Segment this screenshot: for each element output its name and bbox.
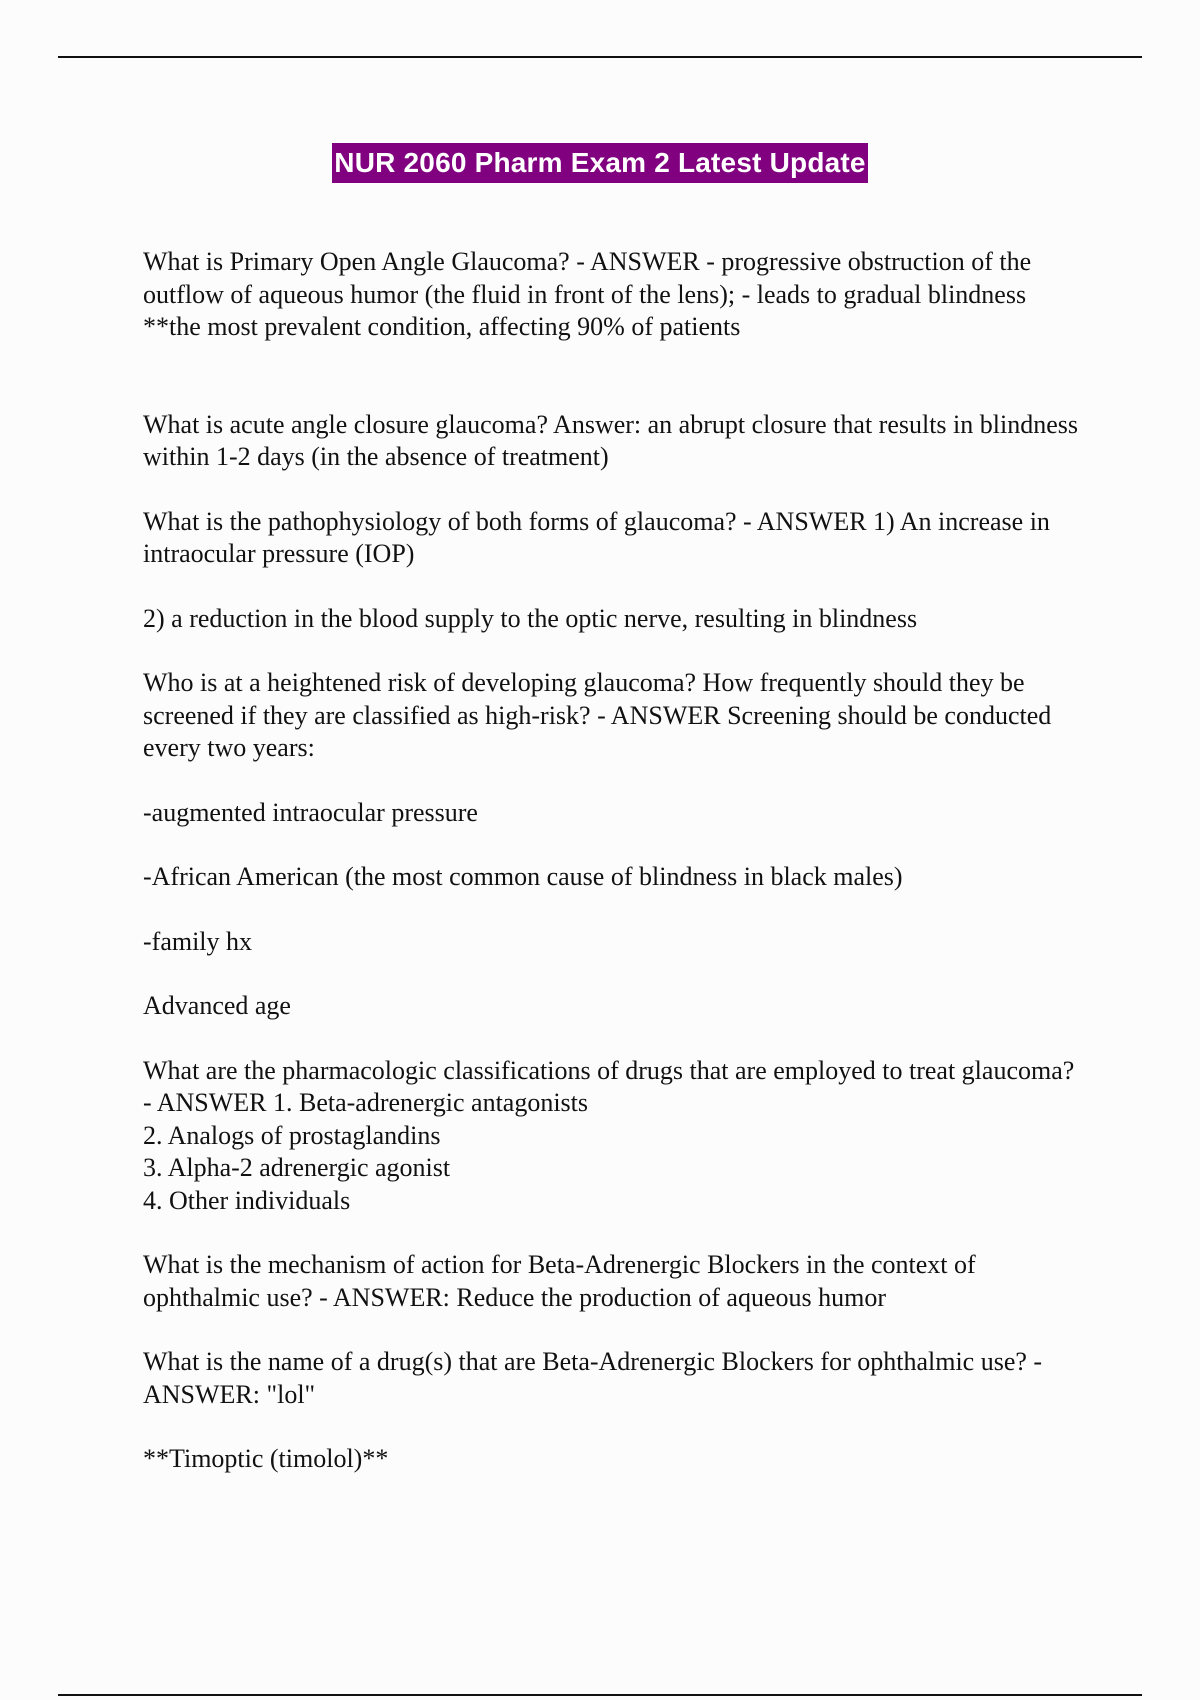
paragraph-drug-classes-line2: 2. Analogs of prostaglandins [143, 1120, 441, 1150]
paragraph-acute-angle-closure: What is acute angle closure glaucoma? Answer: an abrupt closure that results in blindness within 1-2 days (in the absence of treatment) [143, 409, 1078, 471]
paragraph-beta-blocker-names: What is the name of a drug(s) that are Beta-Adrenergic Blockers for ophthalmic use? - ANSWER: "lol" [143, 1347, 1043, 1409]
paragraph-pathophysiology: What is the pathophysiology of both forms of glaucoma? - ANSWER 1) An increase in intraocular pressure (IOP) [143, 506, 1050, 568]
paragraph-blood-supply: 2) a reduction in the blood supply to the optic nerve, resulting in blindness [143, 603, 918, 633]
paragraph-drug-classes-line3: 3. Alpha-2 adrenergic agonist [143, 1153, 451, 1182]
paragraph-drug-classes-line4: 4. Other individuals [143, 1185, 351, 1215]
document-body [143, 246, 1083, 1476]
top-divider [58, 56, 1142, 58]
paragraph-beta-blocker-moa: What is the mechanism of action for Beta-Adrenergic Blockers in the context of ophthalmic use? - ANSWER: Reduce the production of aqueous humor [143, 1250, 976, 1312]
paragraph-timoptic: **Timoptic (timolol)** [143, 1444, 389, 1473]
title-container [0, 143, 1200, 183]
list-item-family-hx: -family hx [143, 926, 253, 956]
bottom-divider [58, 1694, 1142, 1696]
paragraph-drug-classes-line1: What are the pharmacologic classifications of drugs that are employed to treat glaucoma? - ANSWER 1. Beta-adrenergic antagonists [143, 1055, 1075, 1117]
list-item-iop: -augmented intraocular pressure [143, 797, 478, 827]
document-title: NUR 2060 Pharm Exam 2 Latest Update [332, 143, 867, 183]
list-item-african-american: -African American (the most common cause of blindness in black males) [143, 862, 903, 891]
paragraph-risk-screening: Who is at a heightened risk of developing glaucoma? How frequently should they be screened if they are classified as high-risk? - ANSWER Screening should be conducted every two years: [143, 668, 1052, 762]
list-item-advanced-age: Advanced age [143, 991, 291, 1020]
paragraph-primary-open-angle: What is Primary Open Angle Glaucoma? - ANSWER - progressive obstruction of the outflow of aqueous humor (the fluid in front of the lens); - leads to gradual blindness **the most prevalent condition, affecting 90% of patients [143, 247, 1032, 341]
